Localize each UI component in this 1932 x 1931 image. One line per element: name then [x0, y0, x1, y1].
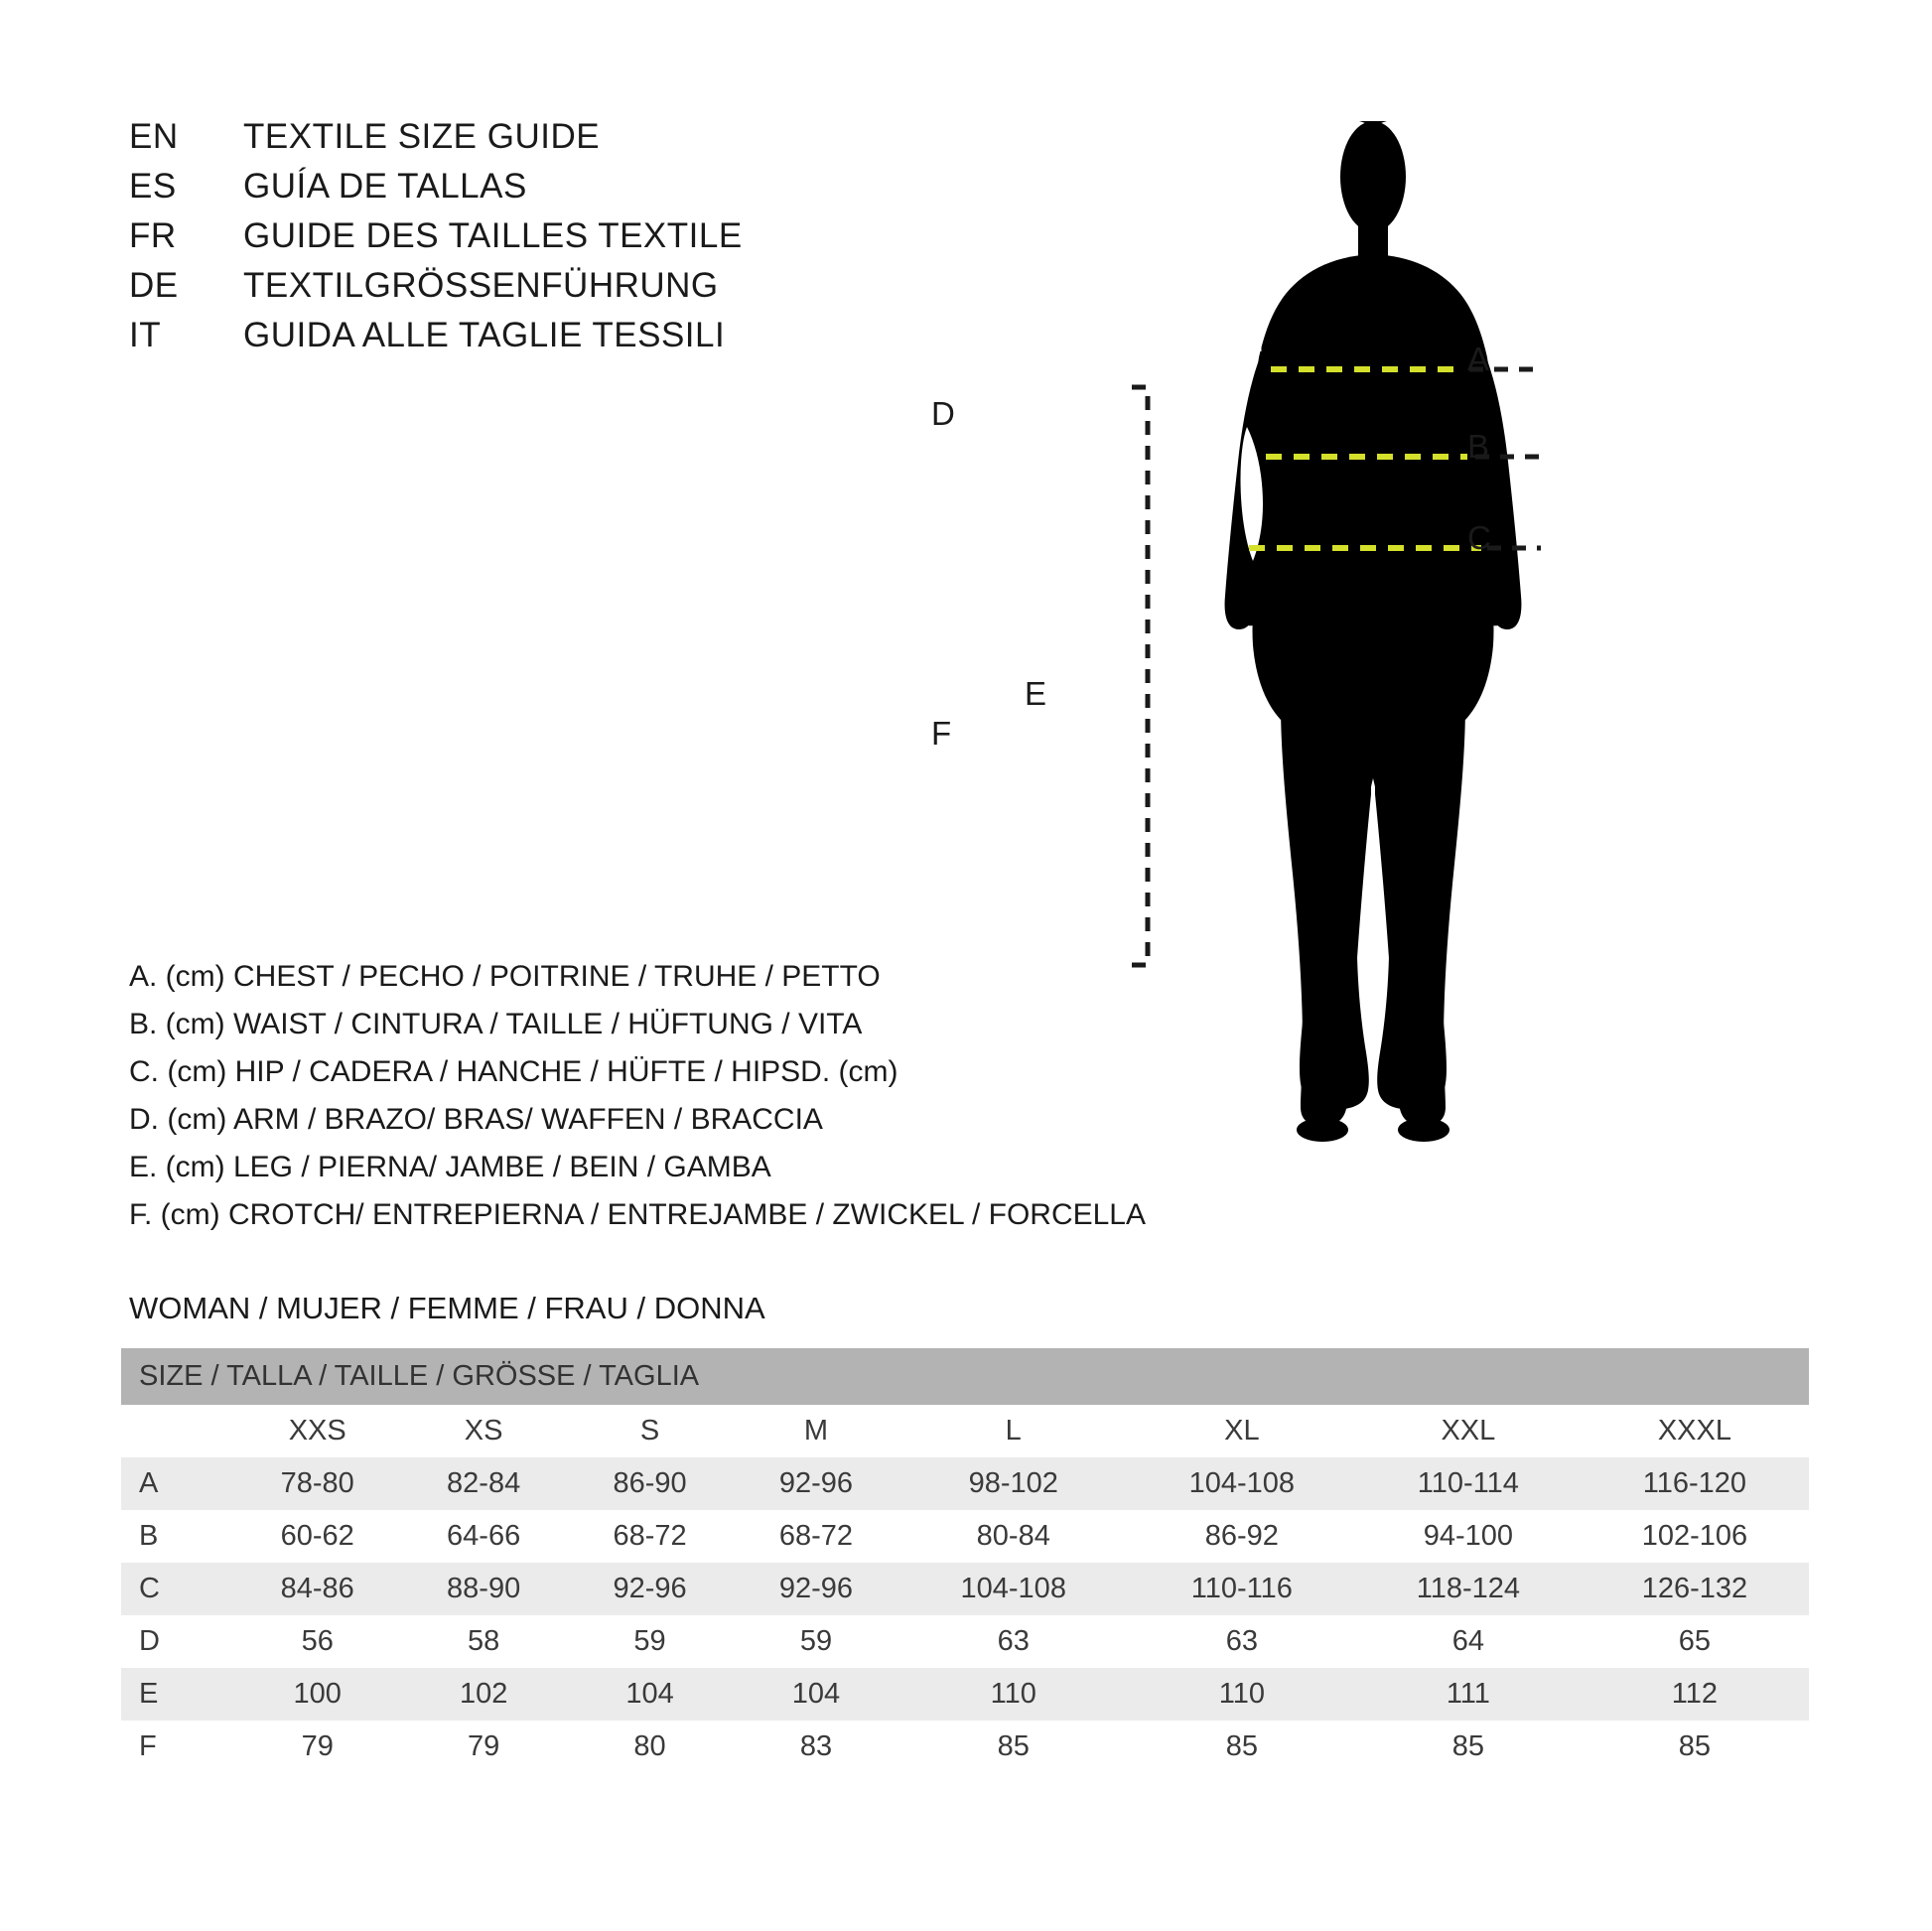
size-table [121, 1348, 1809, 1773]
title-text-it: GUIDA ALLE TAGLIE TESSILI [243, 316, 726, 354]
cell-d-xxl: 64 [1356, 1615, 1581, 1668]
title-block [129, 117, 743, 365]
table-row [121, 1721, 1809, 1773]
cell-a-xs: 82-84 [400, 1457, 566, 1510]
title-text-es: GUÍA DE TALLAS [243, 167, 527, 206]
legend-row-d: D. (cm) ARM / BRAZO/ BRAS/ WAFFEN / BRACCIA [129, 1103, 823, 1136]
title-lang-de: DE [129, 266, 179, 305]
legend-row-c: C. (cm) HIP / CADERA / HANCHE / HÜFTE / HIPSD. (cm) [129, 1055, 898, 1088]
table-row [121, 1510, 1809, 1563]
row-label-e: E [121, 1668, 234, 1721]
column-header-blank [121, 1405, 234, 1457]
cell-b-xs: 64-66 [400, 1510, 566, 1563]
row-label-a: A [121, 1457, 234, 1510]
figure-area [931, 60, 1866, 1201]
title-row-es [129, 167, 743, 216]
column-header-m: M [733, 1405, 898, 1457]
title-text-de: TEXTILGRÖSSENFÜHRUNG [243, 266, 719, 305]
legend-row-b: B. (cm) WAIST / CINTURA / TAILLE / HÜFTUNG / VITA [129, 1008, 863, 1040]
table-row [121, 1668, 1809, 1721]
cell-e-xs: 102 [400, 1668, 566, 1721]
title-text-fr: GUIDE DES TAILLES TEXTILE [243, 216, 743, 255]
row-label-c: C [121, 1563, 234, 1615]
cell-d-xl: 63 [1128, 1615, 1356, 1668]
dim-label-e: E [1025, 675, 1047, 712]
cell-c-l: 104-108 [899, 1563, 1128, 1615]
row-label-d: D [121, 1615, 234, 1668]
cell-c-xxs: 84-86 [234, 1563, 400, 1615]
cell-d-xxxl: 65 [1581, 1615, 1809, 1668]
cell-c-m: 92-96 [733, 1563, 898, 1615]
title-row-it [129, 316, 743, 365]
measurement-legend [129, 953, 1146, 1239]
cell-e-xxxl: 112 [1581, 1668, 1809, 1721]
marker-label-b: B [1467, 428, 1490, 465]
cell-f-xs: 79 [400, 1721, 566, 1773]
title-lang-fr: FR [129, 216, 177, 255]
cell-e-xxs: 100 [234, 1668, 400, 1721]
body-silhouette-shape [1225, 121, 1522, 1142]
row-label-b: B [121, 1510, 234, 1563]
column-header-xxs: XXS [234, 1405, 400, 1457]
cell-b-xl: 86-92 [1128, 1510, 1356, 1563]
title-row-en [129, 117, 743, 167]
cell-a-m: 92-96 [733, 1457, 898, 1510]
cell-f-m: 83 [733, 1721, 898, 1773]
cell-f-xxxl: 85 [1581, 1721, 1809, 1773]
marker-label-c: C [1467, 519, 1491, 556]
cell-a-xl: 104-108 [1128, 1457, 1356, 1510]
cell-f-s: 80 [567, 1721, 733, 1773]
legend-row-f: F. (cm) CROTCH/ ENTREPIERNA / ENTREJAMBE / ZWICKEL / FORCELLA [129, 1198, 1146, 1231]
cell-e-xl: 110 [1128, 1668, 1356, 1721]
cell-e-s: 104 [567, 1668, 733, 1721]
column-header-xxl: XXL [1356, 1405, 1581, 1457]
cell-f-l: 85 [899, 1721, 1128, 1773]
cell-f-xl: 85 [1128, 1721, 1356, 1773]
cell-e-xxl: 111 [1356, 1668, 1581, 1721]
cell-d-m: 59 [733, 1615, 898, 1668]
cell-b-l: 80-84 [899, 1510, 1128, 1563]
marker-label-a: A [1467, 341, 1490, 377]
cell-c-s: 92-96 [567, 1563, 733, 1615]
row-label-f: F [121, 1721, 234, 1773]
cell-c-xl: 110-116 [1128, 1563, 1356, 1615]
cell-d-xxs: 56 [234, 1615, 400, 1668]
title-text-en: TEXTILE SIZE GUIDE [243, 117, 601, 156]
legend-row-e: E. (cm) LEG / PIERNA/ JAMBE / BEIN / GAMBA [129, 1151, 771, 1183]
cell-b-xxxl: 102-106 [1581, 1510, 1809, 1563]
cell-d-s: 59 [567, 1615, 733, 1668]
cell-a-l: 98-102 [899, 1457, 1128, 1510]
table-row [121, 1563, 1809, 1615]
cell-a-s: 86-90 [567, 1457, 733, 1510]
cell-d-xs: 58 [400, 1615, 566, 1668]
table-row [121, 1457, 1809, 1510]
table-row [121, 1615, 1809, 1668]
column-header-xs: XS [400, 1405, 566, 1457]
cell-a-xxl: 110-114 [1356, 1457, 1581, 1510]
cell-f-xxl: 85 [1356, 1721, 1581, 1773]
female-silhouette-diagram [1132, 60, 1866, 1201]
table-header-band-label: SIZE / TALLA / TAILLE / GRÖSSE / TAGLIA [121, 1348, 1809, 1405]
cell-e-m: 104 [733, 1668, 898, 1721]
column-header-l: L [899, 1405, 1128, 1457]
cell-c-xxl: 118-124 [1356, 1563, 1581, 1615]
cell-e-l: 110 [899, 1668, 1128, 1721]
title-lang-it: IT [129, 316, 162, 354]
cell-a-xxxl: 116-120 [1581, 1457, 1809, 1510]
cell-a-xxs: 78-80 [234, 1457, 400, 1510]
gender-label: WOMAN / MUJER / FEMME / FRAU / DONNA [129, 1291, 765, 1325]
column-header-s: S [567, 1405, 733, 1457]
table-header-band [121, 1348, 1809, 1405]
cell-b-xxs: 60-62 [234, 1510, 400, 1563]
title-row-fr [129, 216, 743, 266]
title-lang-en: EN [129, 117, 179, 156]
legend-row-a: A. (cm) CHEST / PECHO / POITRINE / TRUHE / PETTO [129, 960, 881, 993]
leg-dimension-bracket [1132, 387, 1148, 965]
cell-b-xxl: 94-100 [1356, 1510, 1581, 1563]
column-header-xxxl: XXXL [1581, 1405, 1809, 1457]
title-lang-es: ES [129, 167, 177, 206]
cell-c-xxxl: 126-132 [1581, 1563, 1809, 1615]
title-row-de [129, 266, 743, 316]
column-header-xl: XL [1128, 1405, 1356, 1457]
cell-f-xxs: 79 [234, 1721, 400, 1773]
cell-b-s: 68-72 [567, 1510, 733, 1563]
cell-b-m: 68-72 [733, 1510, 898, 1563]
cell-d-l: 63 [899, 1615, 1128, 1668]
dim-label-f: F [931, 715, 952, 752]
table-column-headers [121, 1405, 1809, 1457]
dim-label-d: D [931, 395, 955, 432]
cell-c-xs: 88-90 [400, 1563, 566, 1615]
